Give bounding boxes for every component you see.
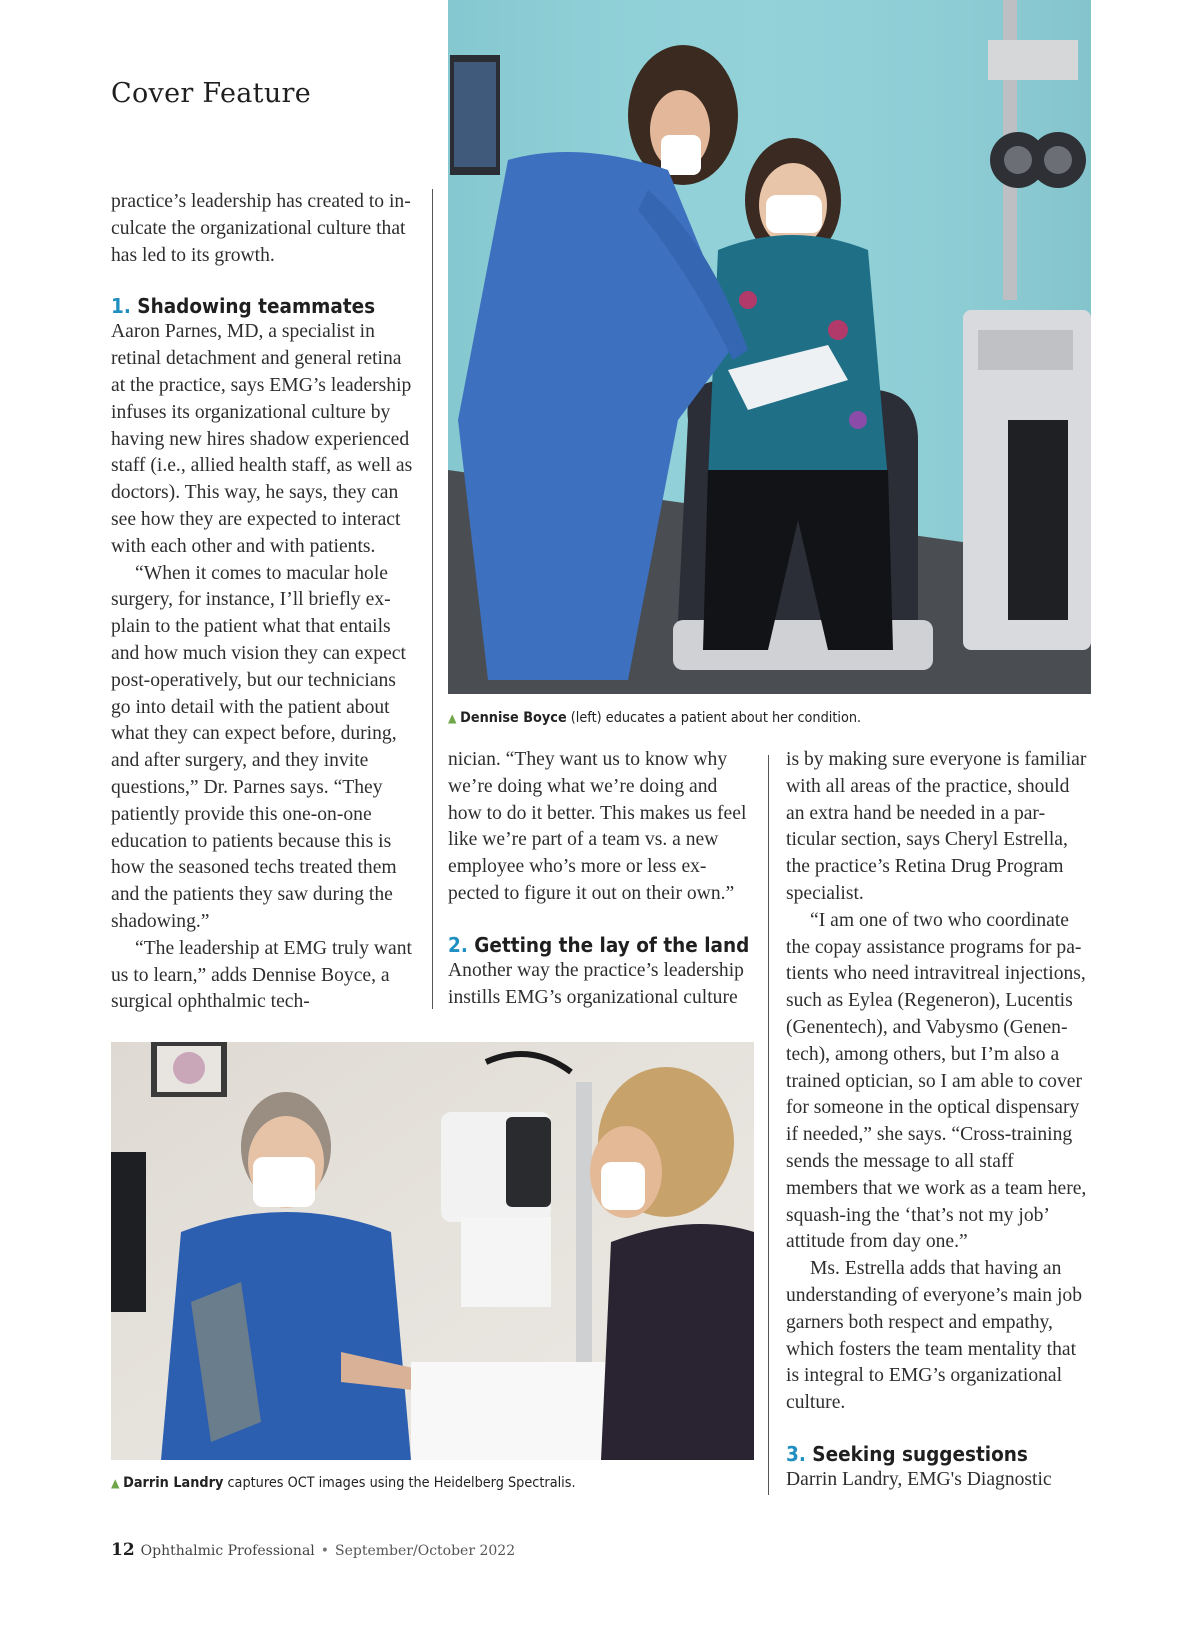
heading-seeking-suggestions <box>786 1441 1058 1467</box>
col2-paragraph-2: Another way the practice’s leadership instills EMG’s organizational culture <box>448 959 744 1008</box>
issue-date: September/October 2022 <box>335 1543 516 1559</box>
heading-2-text: Getting the lay of the land <box>474 932 750 957</box>
heading-1-number: 1. <box>111 294 131 319</box>
heading-3-text: Seeking suggestions <box>812 1441 1028 1466</box>
photo-caption-1 <box>448 710 861 726</box>
photo-exam-room-image <box>448 0 1091 694</box>
heading-2-number: 2. <box>448 932 468 957</box>
photo-caption-2 <box>111 1475 576 1491</box>
col3-paragraph-2: “I am one of two who coordinate the copay assistance programs for pa-tients who need intravitreal injections, such as Eylea (Regeneron), Lucentis (Genentech), and Vabysmo (Genen-tech), among others, but I’m also a trained optician, so I am able to cover for someone in the optical dispensary if needed,” she says. “Cross-training sends the message to all staff members that we work as a team here, squash-ing the ‘that’s not my job’ attitude from day one.” <box>786 909 1087 1253</box>
photo-dennise-boyce <box>448 0 1091 694</box>
col3-paragraph-4: Darrin Landry, EMG's Diagnostic <box>786 1468 1052 1490</box>
column-divider-1 <box>432 189 433 1009</box>
footer-separator: • <box>320 1543 330 1559</box>
heading-shadowing-teammates <box>111 293 383 319</box>
section-label: Cover Feature <box>111 78 311 109</box>
col1-paragraph-1: Aaron Parnes, MD, a specialist in retinal detachment and general retina at the practice, says EMG’s leadership infuses its organizational culture by having new hires shadow experienced staff (i.e., allied health staff, as well as doctors). This way, he says, they can see how they are expected to interact with each other and with patients. <box>111 321 413 557</box>
caption-triangle-icon: ▲ <box>111 1476 120 1490</box>
heading-lay-of-the-land <box>448 932 750 958</box>
publication-name: Ophthalmic Professional <box>140 1543 315 1559</box>
col3-paragraph-3: Ms. Estrella adds that having an understanding of everyone’s main job garners both respect and empathy, which fosters the team mentality that is integral to EMG’s organizational culture. <box>786 1258 1083 1414</box>
heading-1-text: Shadowing teammates <box>137 294 376 319</box>
photo-oct-imaging-image <box>111 1042 754 1460</box>
caption-2-text: captures OCT images using the Heidelberg Spectralis. <box>223 1475 576 1491</box>
page-footer <box>111 1540 515 1560</box>
col1-paragraph-3: “The leadership at EMG truly want us to learn,” adds Dennise Boyce, a surgical ophthalmic tech- <box>111 937 412 1013</box>
photo-darrin-landry <box>111 1042 754 1460</box>
heading-3-number: 3. <box>786 1441 806 1466</box>
col2-paragraph-1: nician. “They want us to know why we’re doing what we’re doing and how to do it better. This makes us feel like we’re part of a team vs. a new employee who’s more or less ex-pected to figure it out on their own.” <box>448 749 747 904</box>
caption-triangle-icon: ▲ <box>448 711 457 725</box>
col3-paragraph-1: is by making sure everyone is familiar with all areas of the practice, should an extra hand be needed in a par-ticular section, says Cheryl Estrella, the practice’s Retina Drug Program specialist. <box>786 749 1087 904</box>
page-number: 12 <box>111 1540 135 1560</box>
column-2 <box>448 747 750 1011</box>
caption-2-name: Darrin Landry <box>123 1475 224 1491</box>
column-1 <box>111 189 413 1016</box>
column-3 <box>786 747 1088 1494</box>
col1-paragraph-2: “When it comes to macular hole surgery, for instance, I’ll briefly ex-plain to the patient what that entails and how much vision they can expect post-operatively, but our technicians go into detail with the patient about what they can expect before, during, and after surgery, and they invite questions,” Dr. Parnes says. “They patiently provide this one-on-one education to patients because this is how the seasoned techs treated them and the patients they saw during the shadowing.” <box>111 562 406 932</box>
col1-intro: practice’s leadership has created to in-culcate the organizational culture that has led to its growth. <box>111 191 411 266</box>
caption-1-name: Dennise Boyce <box>460 710 567 726</box>
column-divider-2 <box>768 755 769 1495</box>
caption-1-text: (left) educates a patient about her condition. <box>566 710 862 726</box>
